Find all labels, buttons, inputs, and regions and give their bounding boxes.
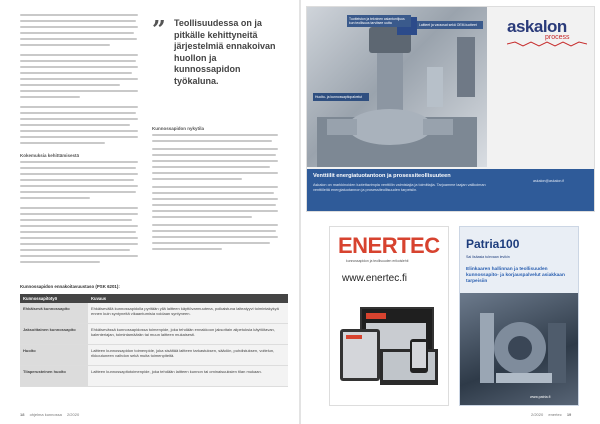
patria-line2: Elinkaaren hallinnan ja teollisuuden kunnossapito- ja korjauspalvelut asiakkaan tarpeisiin [466,267,565,284]
issue-date: 2/2020 [531,412,544,417]
patria-brand: Patria [466,237,500,251]
askalon-logo [507,17,587,47]
valve-photo [307,7,487,167]
page-number: 18 [20,412,25,417]
right-page [301,0,600,424]
enertec-ad [329,226,449,406]
patria-logo [466,235,519,253]
table-header-description: Kuvaus [88,294,288,303]
maintenance-table [20,294,288,387]
askalon-body: Askalon on markkinoiden luotettavimpia venttiilin valmistajia ja toimittajia. Tarjoamme laajan valikoiman venttiileitä energiatuotannon ja prosessiteollisuuden tarpeisiin. [313,183,486,192]
publication-name: enertec [548,412,562,417]
enertec-brand: ENERTEC [338,233,440,258]
table-row [20,303,288,324]
askalon-ad [306,6,595,212]
phone-image [410,339,428,373]
valve-icon [307,7,487,167]
gear-icon [460,293,578,405]
laptop-image [380,349,438,385]
callout-2: Laitteet ja varaosat sekä OEM-tuotteet [417,21,483,29]
right-footer [531,412,571,417]
patria-url: www.patria.fi [530,395,551,399]
device-mockups [340,299,440,399]
askalon-contact: askalon@askalon.fi [533,179,565,183]
table-cell-value: Ehkäisevässä kunnossapidossa toimenpide, joka tehdään ennakkoon jaksottain aiipetuksia käyttötavan, kalenteriajan, toimintamäärän tai muun laitteen mukaisesti. [88,324,288,345]
callout-3: Huolto- ja kunnossapitopalvelut [313,93,369,101]
askalon-info-bar [307,169,594,211]
patria-line1: Sai lisäasia tulevaan levikin [466,255,510,259]
table-cell-key: Jaksoittainen kunnossapito [20,324,88,345]
table-cell-value: Laitteen kunnossapidon toimenpide, joka sisältää laitteen tarkastuksen, säädön, puhdistuksen, voitelun, rikkoutuneen vaihdon sekä muita toimenpiteitä. [88,345,288,366]
askalon-brand-sub: process [545,34,570,41]
patria-brand-num: 100 [499,237,520,251]
quote-text: Teollisuudessa on ja pitkälle kehittyneitä järjestelmiä ennakoivan huollon ja kunnossapidon työkaluna. [174,18,276,86]
left-footer [20,412,79,417]
page-number: 19 [566,412,572,417]
enertec-url: www.enertec.fi [342,273,408,284]
table-row [20,324,288,345]
publication-name: ohjelma kunnossa [29,412,62,417]
table-title: Kunnossapidon ennakoitavuustaso (PSK 6201): [20,284,120,289]
machinery-photo [460,293,578,405]
subheading-right: Kunnossapidon nykytila [152,126,205,131]
table-cell-value: Ehkäisevällä kunnossapidolla pyritään yllä laitteen käyttövarmuutena, poikaistuna laiteaiyyvi toimintakykyä ennen kuin syntyneitä vikaantumisia voidaan syntyneen. [88,303,288,324]
askalon-headline: Venttiilit energiatuotantoon ja prosessiteollisuuteen [313,173,451,179]
issue-date: 2/2020 [66,412,80,417]
patria-ad [459,226,579,406]
left-page [0,0,299,424]
logo-wave-icon [507,41,587,47]
table-cell-key: Ehkäisevä kunnossapito [20,303,88,324]
tablet-image [340,329,380,381]
table-cell-key: Huolto [20,345,88,366]
table-header-type: Kunnossapitotyö [20,294,88,303]
table-row [20,366,288,387]
quote-mark-icon: ” [152,15,166,44]
table-cell-key: Tilaperusteinen huolto [20,366,88,387]
table-row [20,345,288,366]
callout-1: Tuotteiston ja tekninen asiantuntijuus kun teollisuus tarvitsee uutta [347,15,411,27]
askalon-brand: askalon [507,17,567,36]
subheading-left: Kokemuksia kehittämisestä [20,153,80,158]
enertec-tagline: kunnossapidon ja teollisuuden erikoislehti [346,259,409,263]
table-cell-value: Laitteen kunnossapitotoimenpide, joka tehdään laitteen kunnon tai ominaisuuksien tilan mukaan. [88,366,288,387]
